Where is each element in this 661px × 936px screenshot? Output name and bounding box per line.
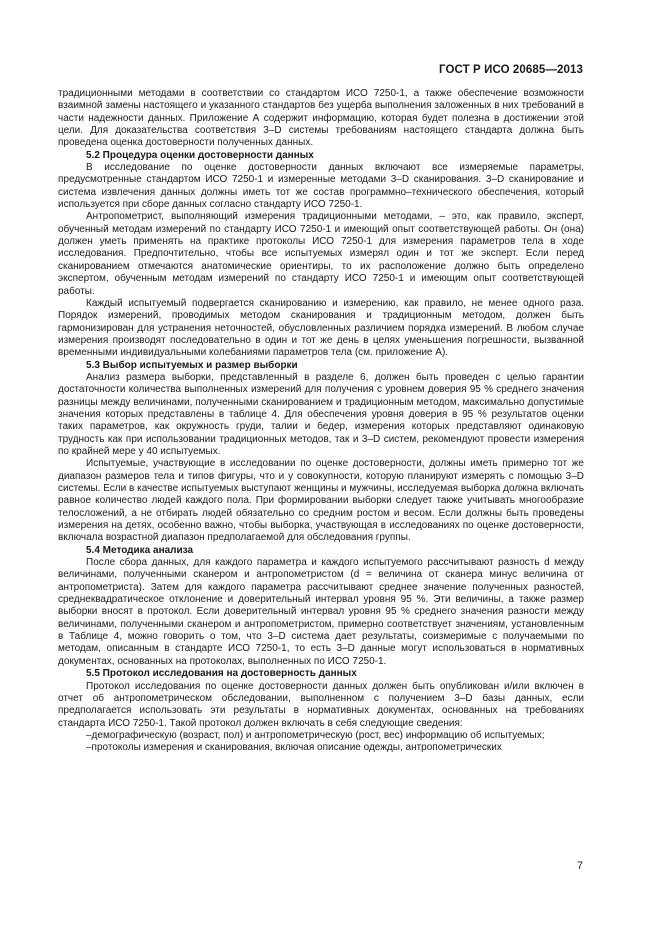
section-heading-5-4: 5.4 Методика анализа (86, 544, 194, 556)
paragraph-5-3-b: Испытуемые, участвующие в исследовании по оценке достоверности, должны иметь примерно тот же диапазон размеров тела и типов фигуры, что и у совокупности, которую планируют измерять с помощью 3–D системы. Если в качестве испытуемых выступают женщины и мужчины, исследуемая выборка должна включать равное количество людей каждого пола. При формировании выборки следует также учитывать многообразие телосложений, а не отбирать людей обязательно со средним ростом и весом. Если должны быть проведены измерения на детях, особенно важно, чтобы выборка, участвующая в исследованиях по оценке достоверности, включала возрастной диапазон предполагаемой для обследования группы. (58, 458, 584, 544)
paragraph-5-2-c: Каждый испытуемый подвергается сканированию и измерению, как правило, не менее одного раза. Порядок измерений, проводимых методом сканирования и традиционным методом, должен быть гармонизирован для устранения неточностей, обусловленных различием порядка измерений. В любом случае измерения производят последовательно в один и тот же день в целях уменьшения погрешности, вызванной временными индивидуальными колебаниями параметров тела (см. приложение А). (58, 297, 584, 359)
section-heading-5-2: 5.2 Процедура оценки достоверности данных (86, 149, 314, 161)
list-item-protocols: –протоколы измерения и сканирования, включая описание одежды, антропометрических (86, 742, 502, 754)
paragraph-5-2-b: Антропометрист, выполняющий измерения традиционными методами, – это, как правило, эксперт, обученный методам измерений по стандарту ИСО 7250-1 и имеющий опыт соответствующей работы. Он (она) должен уметь применять на практике протоколы ИСО 7250-1 для измерения параметров тела в ходе исследования. Предпочтительно, чтобы все испытуемых измерял один и тот же эксперт. Если перед сканированием отмечаются анатомические ориентиры, то их расположение должно быть определено экспертом, обученным методам измерений по стандарту ИСО 7250-1 и имеющим опыт соответствующей работы. (58, 211, 584, 297)
document-body (58, 88, 584, 755)
paragraph-5-4-a: После сбора данных, для каждого параметра и каждого испытуемого рассчитывают разность d между величинами, полученными сканером и антропометристом (d = величина от сканера минус величина от антропометриста). Затем для каждого параметра рассчитывают среднее значение полученных разностей, среднеквадратическое отклонение и доверительный интервал уровня 95 %. Эти величины, а также размер выборки вносят в протокол. Если доверительный интервал уровня 95 % среднего значения разности между величинами, полученными сканером и антропометристом, примерно соответствует значениям, установленным в Таблице 4, можно говорить о том, что 3–D система дает результаты, соизмеримые с получаемыми по методам, описанным в стандарте ИСО 7250-1, то есть 3–D данные могут использоваться в нормативных документах, основанных на протоколах, выполненных по ИСО 7250-1. (58, 557, 584, 667)
paragraph-5-3-a: Анализ размера выборки, представленный в разделе 6, должен быть проведен с целью гарантии достаточности количества выполненных измерений для получения с уровнем доверия 95 % среднего значения разницы между величинами, полученными сканированием и традиционным методом, максимально допустимые значения которых представлены в таблице 4. Для обеспечения уровня доверия в 95 % результатов оценки таких параметров, как окружность груди, талии и бедер, измерения которых представляют одинаковую трудность как при использовании традиционных методов, так и 3–D систем, рекомендуют провести измерения по крайней мере у 40 испытуемых. (58, 371, 584, 457)
paragraph-5-2-a: В исследование по оценке достоверности данных включают все измеряемые параметры, предусмотренные стандартом ИСО 7250-1 и измеренные методами 3–D сканирования. 3–D сканирование и система извлечения данных должны иметь тот же состав программно–технического обеспечения, который используется при сборе данных согласно стандарту ИСО 7250-1. (58, 162, 584, 211)
paragraph-intro: традиционными методами в соответствии со стандартом ИСО 7250-1, а также обеспечение возможности взаимной замены настоящего и указанного стандартов без ущерба выполнения заложенных в них требований в части надежности данных. Приложение А содержит информацию, которая будет полезна в достижении этой цели. Для доказательства соответствия 3–D системы требованиям настоящего стандарта должна быть проведена оценка достоверности полученных данных. (58, 88, 584, 149)
document-id-header: ГОСТ Р ИСО 20685—2013 (438, 64, 583, 76)
list-item-demographics: –демографическую (возраст, пол) и антропометрическую (рост, вес) информацию об испытуемых; (86, 729, 545, 741)
paragraph-5-5-a: Протокол исследования по оценке достоверности данных должен быть опубликован и/или включен в отчет об антропометрическом обследовании, выполненном с получением 3–D базы данных, если предполагается использовать эти результаты в нормативных документах, основанных на требованиях стандарта ИСО 7250-1. Такой протокол должен включать в себя следующие сведения: (58, 680, 584, 729)
section-heading-5-3: 5.3 Выбор испытуемых и размер выборки (86, 359, 298, 371)
page-number: 7 (576, 860, 583, 872)
section-heading-5-5: 5.5 Протокол исследования на достоверность данных (86, 668, 357, 680)
